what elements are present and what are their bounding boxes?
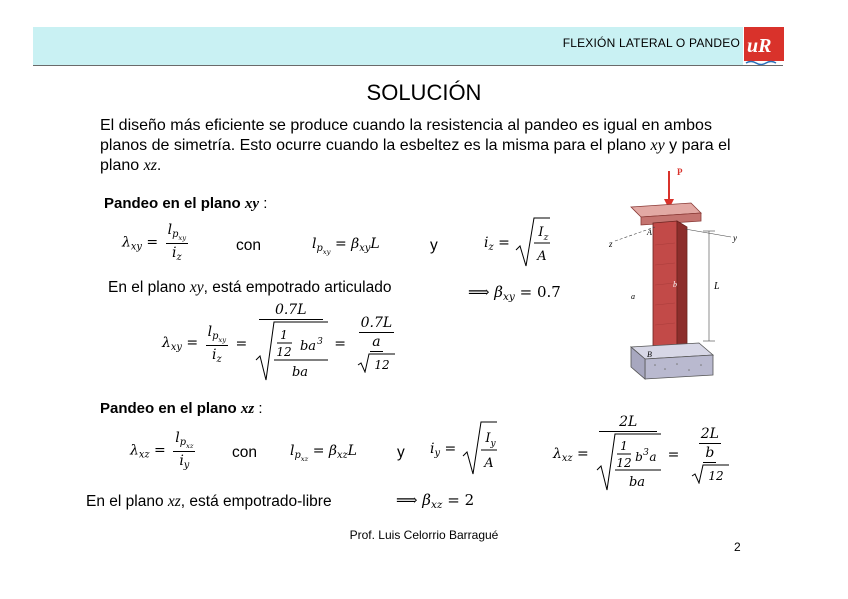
- z-axis-label: z: [609, 239, 613, 249]
- svg-text:a: a: [649, 450, 657, 464]
- formula-beta-xy: ⟹ $\beta_{xy} = 0.7$: [468, 283, 561, 303]
- section-xy-heading: [104, 195, 267, 213]
- section-xy-condition-post: , está empotrado articulado: [203, 279, 392, 296]
- sqrt-iz-sign: [514, 216, 550, 268]
- footer-author: Prof. Luis Celorrio Barragué: [349, 528, 499, 542]
- svg-text:12: 12: [708, 469, 724, 483]
- section-xy-heading-plane: xy: [244, 196, 260, 212]
- svg-text:uR: uR: [747, 35, 772, 57]
- intro-text-3: .: [156, 157, 162, 174]
- dim-a-label: a: [631, 292, 635, 301]
- sqrt-12-sign-b: [691, 464, 729, 484]
- university-logo-icon: [744, 27, 784, 67]
- header-title: FLEXIÓN LATERAL O PANDEO: [562, 36, 740, 50]
- svg-text:3: 3: [316, 337, 323, 347]
- svg-text:1: 1: [279, 328, 288, 342]
- load-label: P: [677, 167, 683, 177]
- column-figure: [605, 165, 745, 380]
- header-divider: [33, 65, 783, 66]
- point-B-label: B: [647, 350, 652, 359]
- svg-text:I: I: [485, 431, 491, 446]
- intro-plane-xy: xy: [650, 137, 665, 154]
- svg-text:12: 12: [276, 345, 292, 359]
- section-xy-condition-pre: En el plano: [108, 279, 190, 296]
- svg-text:b: b: [635, 450, 644, 464]
- section-xz-condition-pre: En el plano: [86, 493, 168, 510]
- section-xy-condition-plane: xy: [189, 279, 204, 296]
- formula-iy: $i_y$ = I y A: [430, 420, 497, 476]
- section-xz-heading-colon: :: [254, 400, 263, 417]
- section-xz-con: con: [232, 444, 257, 461]
- formula-lp-xy: $l_{p_{xy}} = \beta_{xy}L$: [312, 236, 380, 256]
- section-xy-condition: [108, 279, 391, 297]
- svg-text:1: 1: [620, 439, 629, 453]
- formula-lambda-xz: $\lambda_{xz}$ = $\frac{l_{p_{xz}}}{i_y}$: [130, 430, 194, 471]
- svg-text:A: A: [537, 249, 547, 264]
- sqrt-12-sign: [357, 353, 395, 373]
- section-xz-condition: [86, 493, 332, 511]
- svg-text:ba: ba: [299, 339, 316, 354]
- beta-xy-value: 0.7: [536, 283, 561, 301]
- svg-text:ba: ba: [291, 365, 308, 380]
- svg-text:y: y: [490, 439, 496, 449]
- section-xz-condition-plane: xz: [167, 493, 181, 510]
- sqrt-ba3-sign: [254, 320, 328, 382]
- section-xz-y: y: [397, 444, 405, 461]
- formula-lambda-xz-expanded: $\lambda_{xz}$ = 2L 1 12 b 3 a ba = $\frac{2L}{\frac{b}{12}}$: [553, 414, 736, 496]
- svg-text:z: z: [543, 233, 549, 243]
- sqrt-iy-sign: [461, 420, 497, 476]
- svg-text:A: A: [483, 456, 494, 471]
- section-xz-heading: [100, 400, 263, 418]
- coef-07L-a: 0.7L: [274, 302, 307, 318]
- slide-title: SOLUCIÓN: [366, 80, 482, 105]
- section-xz-condition-post: , está empotrado-libre: [180, 493, 332, 510]
- dim-L-label: L: [714, 281, 720, 292]
- svg-text:12: 12: [374, 358, 391, 372]
- section-xy-heading-text: Pandeo en el plano: [104, 195, 241, 212]
- point-A-label: A: [647, 228, 652, 237]
- section-xz-heading-text: Pandeo en el plano: [100, 400, 237, 417]
- svg-text:12: 12: [616, 456, 632, 470]
- section-xy-heading-colon: :: [259, 195, 268, 212]
- intro-plane-xz: xz: [143, 157, 157, 174]
- section-xy-y: y: [430, 237, 438, 254]
- svg-text:3: 3: [643, 448, 650, 458]
- beta-xz-value: 2: [464, 491, 475, 509]
- svg-text:ba: ba: [629, 475, 646, 490]
- y-axis: [685, 229, 731, 237]
- intro-text-2: y para el plano: [100, 137, 731, 174]
- svg-text:I: I: [538, 225, 544, 240]
- section-xy-con: con: [236, 237, 261, 254]
- formula-lambda-xy: $\lambda_{xy}$ = $\frac{l_{p_{xy}}}{i_z}$: [122, 222, 187, 263]
- y-axis-label: y: [733, 233, 737, 243]
- formula-beta-xz: ⟹ $\beta_{xz} = 2$: [396, 491, 475, 511]
- page-number: 2: [734, 540, 741, 554]
- section-xz-heading-plane: xz: [240, 401, 255, 417]
- intro-text-1: El diseño más eficiente se produce cuando la resistencia al pandeo es igual en ambos planos de simetría. Esto ocurre cuando la esbeltez es la misma para el plano: [100, 117, 712, 154]
- formula-lambda-xy-expanded: $\lambda_{xy}$ = $\frac{l_{p_{xy}}}{i_z}$ = 0.7L 1 12 ba 3 ba = $\frac{0.7L}{\frac{a}{12}}$: [162, 302, 402, 386]
- coef-07L-b: 0.7L: [360, 315, 393, 331]
- dim-b-label: b: [673, 280, 677, 289]
- sqrt-b3a-sign: [595, 432, 661, 492]
- formula-iz: $i_z$ = I z A: [484, 216, 550, 268]
- formula-lp-xz: $l_{p_{xz}} = \beta_{xz}L$: [290, 443, 357, 463]
